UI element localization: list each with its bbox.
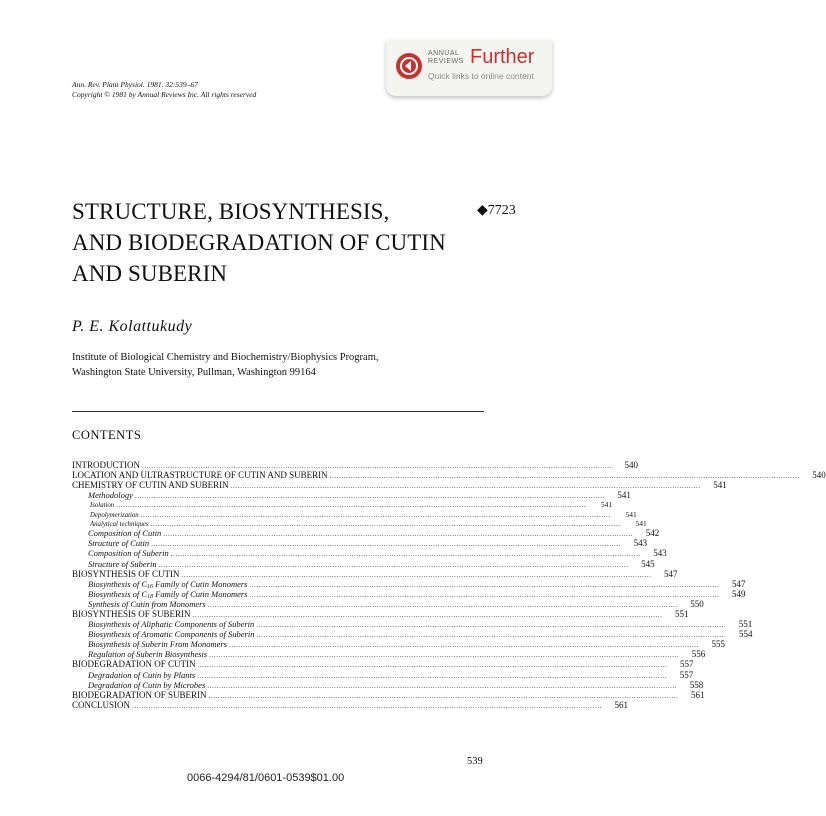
toc-entry-label: Biosynthesis of Aliphatic Components of Suberin [88, 619, 255, 630]
toc-leader-dots: ........................................................................................................................................................................................................ [207, 600, 678, 609]
toc-leader-dots: ........................................................................................................................................................................................................ [181, 570, 652, 579]
toc-entry-label: Composition of Suberin [88, 548, 169, 559]
toc-entry[interactable] [72, 509, 637, 519]
citation-journal: Ann. Rev. Plant Physiol. 1981. 32:539–67 [72, 80, 198, 89]
toc-entry-page: 556 [691, 649, 706, 660]
toc-leader-dots: ........................................................................................................................................................................................................ [197, 661, 668, 670]
toc-entry-page: 542 [645, 528, 660, 539]
toc-entry-label: Isolation [90, 502, 115, 510]
toc-entry-label: LOCATION AND ULTRASTRUCTURE OF CUTIN AND SUBERIN [72, 470, 328, 481]
page-number: 539 [467, 756, 483, 767]
toc-leader-dots: ........................................................................................................................................................................................................ [228, 641, 699, 650]
toc-entry[interactable] [72, 500, 613, 510]
toc-entry-page: 541 [617, 490, 631, 501]
toc-entry-label: Depolymerization [90, 511, 139, 519]
toc-entry-label: CHEMISTRY OF CUTIN AND SUBERIN [72, 480, 229, 491]
toc-entry[interactable] [72, 689, 705, 700]
toc-entry-page: 541 [713, 480, 727, 491]
article-title [72, 196, 492, 289]
badge-annual: ANNUAL [428, 50, 460, 57]
toc-entry[interactable] [72, 649, 706, 660]
toc-entry-page: 554 [738, 629, 753, 640]
table-of-contents [72, 460, 826, 710]
toc-leader-dots: ........................................................................................................................................................................................................ [140, 510, 611, 519]
toc-leader-dots: ........................................................................................................................................................................................................ [116, 501, 587, 510]
badge-further-text: Further [470, 46, 535, 68]
toc-entry-label: Analytical techniques [90, 520, 149, 528]
toc-entry-label: INTRODUCTION [72, 460, 140, 470]
affiliation-line-1: Institute of Biological Chemistry and Biochemistry/Biophysics Program, [72, 352, 379, 363]
toc-entry-label: BIODEGRADATION OF SUBERIN [72, 689, 207, 700]
toc-entry-label: BIOSYNTHESIS OF SUBERIN [72, 609, 191, 620]
citation-copyright: Copyright © 1981 by Annual Reviews Inc. All rights reserved [72, 90, 257, 99]
toc-entry[interactable] [72, 568, 678, 579]
toc-entry-label-part: Family of Cutin Monomers [153, 588, 248, 599]
toc-entry-label: Biosynthesis of Aromatic Components of Suberin [88, 629, 255, 640]
toc-leader-dots: ........................................................................................................................................................................................................ [150, 519, 621, 528]
toc-entry[interactable] [72, 699, 629, 710]
toc-entry[interactable] [72, 548, 667, 559]
toc-entry[interactable] [72, 538, 648, 549]
title-line-3: AND SUBERIN [72, 261, 228, 286]
toc-entry-page: 561 [691, 689, 705, 700]
toc-entry[interactable] [72, 588, 746, 600]
title-line-1: STRUCTURE, BIOSYNTHESIS, [72, 199, 390, 224]
footer-code: 0066-4294/81/0601-0539$01.00 [187, 772, 345, 784]
contents-heading: CONTENTS [72, 428, 142, 442]
toc-entry-label: BIODEGRADATION OF CUTIN [72, 659, 196, 670]
toc-entry-label: Degradation of Cutin by Plants [88, 669, 196, 680]
toc-entry-page: 547 [731, 578, 746, 589]
toc-entry[interactable] [72, 639, 725, 650]
toc-leader-dots: ........................................................................................................................................................................................................ [249, 580, 720, 589]
toc-entry-page: 543 [653, 548, 667, 559]
toc-entry[interactable] [72, 490, 631, 501]
toc-entry-subscript: 16 [147, 583, 154, 590]
toc-entry[interactable] [72, 629, 753, 640]
title-line-2: AND BIODEGRADATION OF CUTIN [72, 230, 446, 255]
toc-entry[interactable] [72, 598, 704, 609]
toc-entry-page: 551 [675, 609, 689, 620]
citation [72, 80, 256, 100]
affiliation-line-2: Washington State University, Pullman, Washington 99164 [72, 367, 316, 378]
toc-leader-dots: ........................................................................................................................................................................................................ [207, 681, 678, 690]
author-name: P. E. Kolattukudy [72, 318, 193, 335]
annual-reviews-logo-icon [396, 53, 422, 79]
toc-entry[interactable] [72, 518, 647, 528]
toc-entry-subscript: 18 [147, 593, 154, 600]
toc-leader-dots: ........................................................................................................................................................................................................ [170, 550, 641, 559]
toc-entry-page: 545 [641, 558, 655, 569]
toc-entry-label: Synthesis of Cutin from Monomers [88, 598, 206, 609]
toc-entry-label: Structure of Cutin [88, 538, 150, 549]
toc-entry[interactable] [72, 669, 694, 680]
toc-leader-dots: ........................................................................................................................................................................................................ [256, 621, 727, 630]
toc-entry-label: Methodology [88, 490, 133, 501]
toc-leader-dots: ........................................................................................................................................................................................................ [163, 530, 634, 539]
toc-entry-label: BIOSYNTHESIS OF CUTIN [72, 568, 180, 579]
toc-leader-dots: ........................................................................................................................................................................................................ [209, 651, 680, 660]
toc-entry-page: 540 [812, 470, 826, 481]
toc-leader-dots: ........................................................................................................................................................................................................ [208, 691, 679, 700]
toc-leader-dots: ........................................................................................................................................................................................................ [329, 472, 800, 481]
toc-entry-page: 547 [664, 568, 678, 579]
toc-entry-page: 555 [711, 639, 725, 650]
toc-entry[interactable] [72, 558, 655, 569]
toc-entry-label: CONCLUSION [72, 699, 131, 710]
toc-leader-dots: ........................................................................................................................................................................................................ [230, 482, 701, 491]
toc-entry-label: Biosynthesis of Suberin From Monomers [88, 639, 227, 650]
toc-entry[interactable] [72, 460, 638, 470]
toc-entry-label-part: Family of Cutin Monomers [153, 578, 248, 589]
toc-entry[interactable] [72, 480, 727, 491]
toc-entry-page: 557 [679, 669, 694, 680]
toc-entry[interactable] [72, 528, 660, 539]
toc-entry-page: 543 [633, 538, 648, 549]
toc-leader-dots: ........................................................................................................................................................................................................ [249, 590, 720, 599]
toc-leader-dots: ........................................................................................................................................................................................................ [134, 492, 605, 501]
badge-annual-reviews-text [428, 50, 464, 66]
toc-leader-dots: ........................................................................................................................................................................................................ [132, 701, 603, 710]
toc-entry-label: Composition of Cutin [88, 528, 162, 539]
toc-entry-page: 541 [600, 500, 613, 510]
toc-entry-page: 558 [689, 679, 704, 690]
toc-entry-page: 550 [690, 598, 704, 609]
toc-entry-label-part: Biosynthesis of C [88, 588, 148, 599]
toc-entry-page: 541 [635, 518, 647, 528]
toc-leader-dots: ........................................................................................................................................................................................................ [158, 560, 629, 569]
toc-leader-dots: ........................................................................................................................................................................................................ [142, 462, 612, 470]
toc-entry-page: 551 [738, 619, 753, 630]
toc-leader-dots: ........................................................................................................................................................................................................ [197, 671, 668, 680]
toc-entry-label: Regulation of Suberin Biosynthesis [88, 649, 208, 660]
toc-entry-page: 557 [680, 659, 694, 670]
divider-rule [72, 411, 484, 412]
toc-entry[interactable] [72, 578, 746, 590]
toc-entry[interactable] [72, 619, 753, 630]
badge-reviews: REVIEWS [428, 58, 464, 65]
toc-entry[interactable] [72, 609, 689, 620]
article-code: ◆7723 [477, 203, 516, 218]
author-affiliation [72, 350, 379, 380]
toc-entry[interactable] [72, 659, 694, 670]
toc-entry-page: 540 [624, 460, 638, 470]
toc-entry-label: Structure of Suberin [88, 558, 157, 569]
toc-leader-dots: ........................................................................................................................................................................................................ [192, 611, 663, 620]
toc-entry-page: 541 [625, 509, 637, 519]
toc-leader-dots: ........................................................................................................................................................................................................ [151, 540, 622, 549]
annual-reviews-further-badge[interactable] [386, 40, 552, 96]
toc-entry[interactable] [72, 679, 704, 690]
toc-entry-page: 561 [614, 699, 629, 710]
toc-entry-label: Degradation of Cutin by Microbes [88, 679, 206, 690]
badge-subtitle: Quick links to online content [428, 71, 534, 81]
toc-entry-label-part: Biosynthesis of C [88, 578, 148, 589]
toc-entry-page: 549 [731, 588, 746, 599]
toc-entry[interactable] [72, 470, 826, 481]
toc-leader-dots: ........................................................................................................................................................................................................ [256, 631, 727, 640]
